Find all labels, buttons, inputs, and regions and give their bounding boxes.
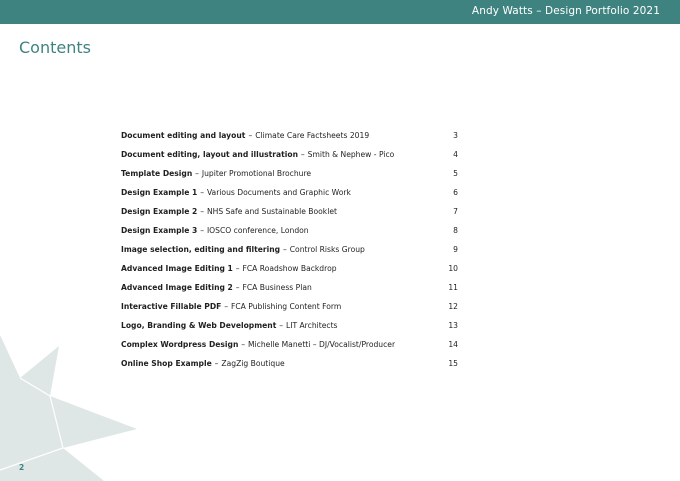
toc-entry-text bbox=[121, 359, 285, 368]
toc-entry[interactable] bbox=[121, 150, 458, 169]
toc-entry[interactable] bbox=[121, 131, 458, 150]
toc-entry-separator: – bbox=[197, 226, 207, 235]
toc-entry[interactable] bbox=[121, 340, 458, 359]
toc-entry-title: Design Example 3 bbox=[121, 226, 198, 235]
toc-entry-subtitle: Climate Care Factsheets 2019 bbox=[255, 131, 370, 140]
toc-entry-page-number: 5 bbox=[453, 169, 458, 178]
toc-entry[interactable] bbox=[121, 245, 458, 264]
toc-entry-subtitle: Control Risks Group bbox=[289, 245, 365, 254]
toc-entry-text bbox=[121, 150, 394, 159]
toc-entry-page-number: 10 bbox=[448, 264, 458, 273]
toc-entry-subtitle: Various Documents and Graphic Work bbox=[206, 188, 351, 197]
toc-entry-subtitle: IOSCO conference, London bbox=[206, 226, 309, 235]
header-title: Andy Watts – Design Portfolio 2021 bbox=[471, 5, 660, 17]
toc-entry-separator: – bbox=[298, 150, 308, 159]
toc-entry-text bbox=[121, 302, 341, 311]
toc-entry-subtitle: ZagZig Boutique bbox=[221, 359, 285, 368]
toc-entry-separator: – bbox=[197, 188, 207, 197]
page-number: 2 bbox=[19, 463, 25, 472]
toc-entry-text bbox=[121, 207, 337, 216]
toc-entry-separator: – bbox=[276, 321, 286, 330]
toc-entry-page-number: 12 bbox=[448, 302, 458, 311]
toc-entry[interactable] bbox=[121, 169, 458, 188]
toc-entry-page-number: 3 bbox=[453, 131, 458, 140]
toc-entry-separator: – bbox=[233, 283, 242, 292]
toc-entry-text bbox=[121, 226, 309, 235]
table-of-contents bbox=[121, 131, 458, 378]
toc-entry-title: Design Example 1 bbox=[121, 188, 198, 197]
toc-entry-text bbox=[121, 131, 369, 140]
toc-entry-page-number: 4 bbox=[453, 150, 458, 159]
star-shape bbox=[0, 335, 137, 481]
toc-entry-separator: – bbox=[233, 264, 242, 273]
toc-entry[interactable] bbox=[121, 359, 458, 378]
toc-entry-separator: – bbox=[280, 245, 290, 254]
toc-entry[interactable] bbox=[121, 283, 458, 302]
toc-entry-title: Design Example 2 bbox=[121, 207, 198, 216]
toc-entry-text bbox=[121, 188, 351, 197]
toc-entry-page-number: 9 bbox=[453, 245, 458, 254]
toc-entry[interactable] bbox=[121, 188, 458, 207]
toc-entry[interactable] bbox=[121, 264, 458, 283]
toc-entry-title: Advanced Image Editing 2 bbox=[121, 283, 233, 292]
toc-entry-subtitle: FCA Roadshow Backdrop bbox=[242, 264, 337, 273]
toc-entry-separator: – bbox=[238, 340, 248, 349]
toc-entry-title: Online Shop Example bbox=[121, 359, 212, 368]
page-title: Contents bbox=[19, 38, 91, 57]
toc-entry-title: Image selection, editing and filtering bbox=[121, 245, 281, 254]
toc-entry-title: Logo, Branding & Web Development bbox=[121, 321, 277, 330]
toc-entry[interactable] bbox=[121, 321, 458, 340]
toc-entry-subtitle: Smith & Nephew - Pico bbox=[307, 150, 395, 159]
toc-entry-title: Document editing and layout bbox=[121, 131, 249, 140]
toc-entry-text bbox=[121, 340, 395, 349]
toc-entry-page-number: 8 bbox=[453, 226, 458, 235]
toc-entry-separator: – bbox=[192, 169, 202, 178]
toc-entry-subtitle: LIT Architects bbox=[285, 321, 338, 330]
toc-entry-text bbox=[121, 245, 365, 254]
toc-entry[interactable] bbox=[121, 226, 458, 245]
toc-entry-page-number: 11 bbox=[448, 283, 458, 292]
toc-entry-text bbox=[121, 169, 311, 178]
toc-entry-subtitle: NHS Safe and Sustainable Booklet bbox=[206, 207, 337, 216]
toc-entry-title: Document editing, layout and illustration bbox=[121, 150, 299, 159]
toc-entry-title: Advanced Image Editing 1 bbox=[121, 264, 233, 273]
toc-entry-page-number: 7 bbox=[453, 207, 458, 216]
toc-entry-text bbox=[121, 264, 337, 273]
toc-entry-text bbox=[121, 283, 312, 292]
toc-entry[interactable] bbox=[121, 207, 458, 226]
toc-entry-page-number: 14 bbox=[448, 340, 458, 349]
toc-entry-separator: – bbox=[197, 207, 207, 216]
toc-entry-title: Interactive Fillable PDF bbox=[121, 302, 222, 311]
toc-entry-text bbox=[121, 321, 338, 330]
toc-entry-separator: – bbox=[248, 131, 255, 140]
toc-entry-page-number: 13 bbox=[448, 321, 458, 330]
toc-entry[interactable] bbox=[121, 302, 458, 321]
toc-entry-page-number: 15 bbox=[448, 359, 458, 368]
toc-entry-separator: – bbox=[221, 302, 231, 311]
toc-entry-subtitle: Jupiter Promotional Brochure bbox=[201, 169, 312, 178]
toc-entry-page-number: 6 bbox=[453, 188, 458, 197]
toc-entry-separator: – bbox=[212, 359, 221, 368]
toc-entry-subtitle: FCA Business Plan bbox=[242, 283, 312, 292]
toc-entry-title: Template Design bbox=[121, 169, 193, 178]
toc-entry-title: Complex Wordpress Design bbox=[121, 340, 239, 349]
toc-entry-subtitle: FCA Publishing Content Form bbox=[231, 302, 342, 311]
toc-entry-subtitle: Michelle Manetti – DJ/Vocalist/Producer bbox=[248, 340, 396, 349]
